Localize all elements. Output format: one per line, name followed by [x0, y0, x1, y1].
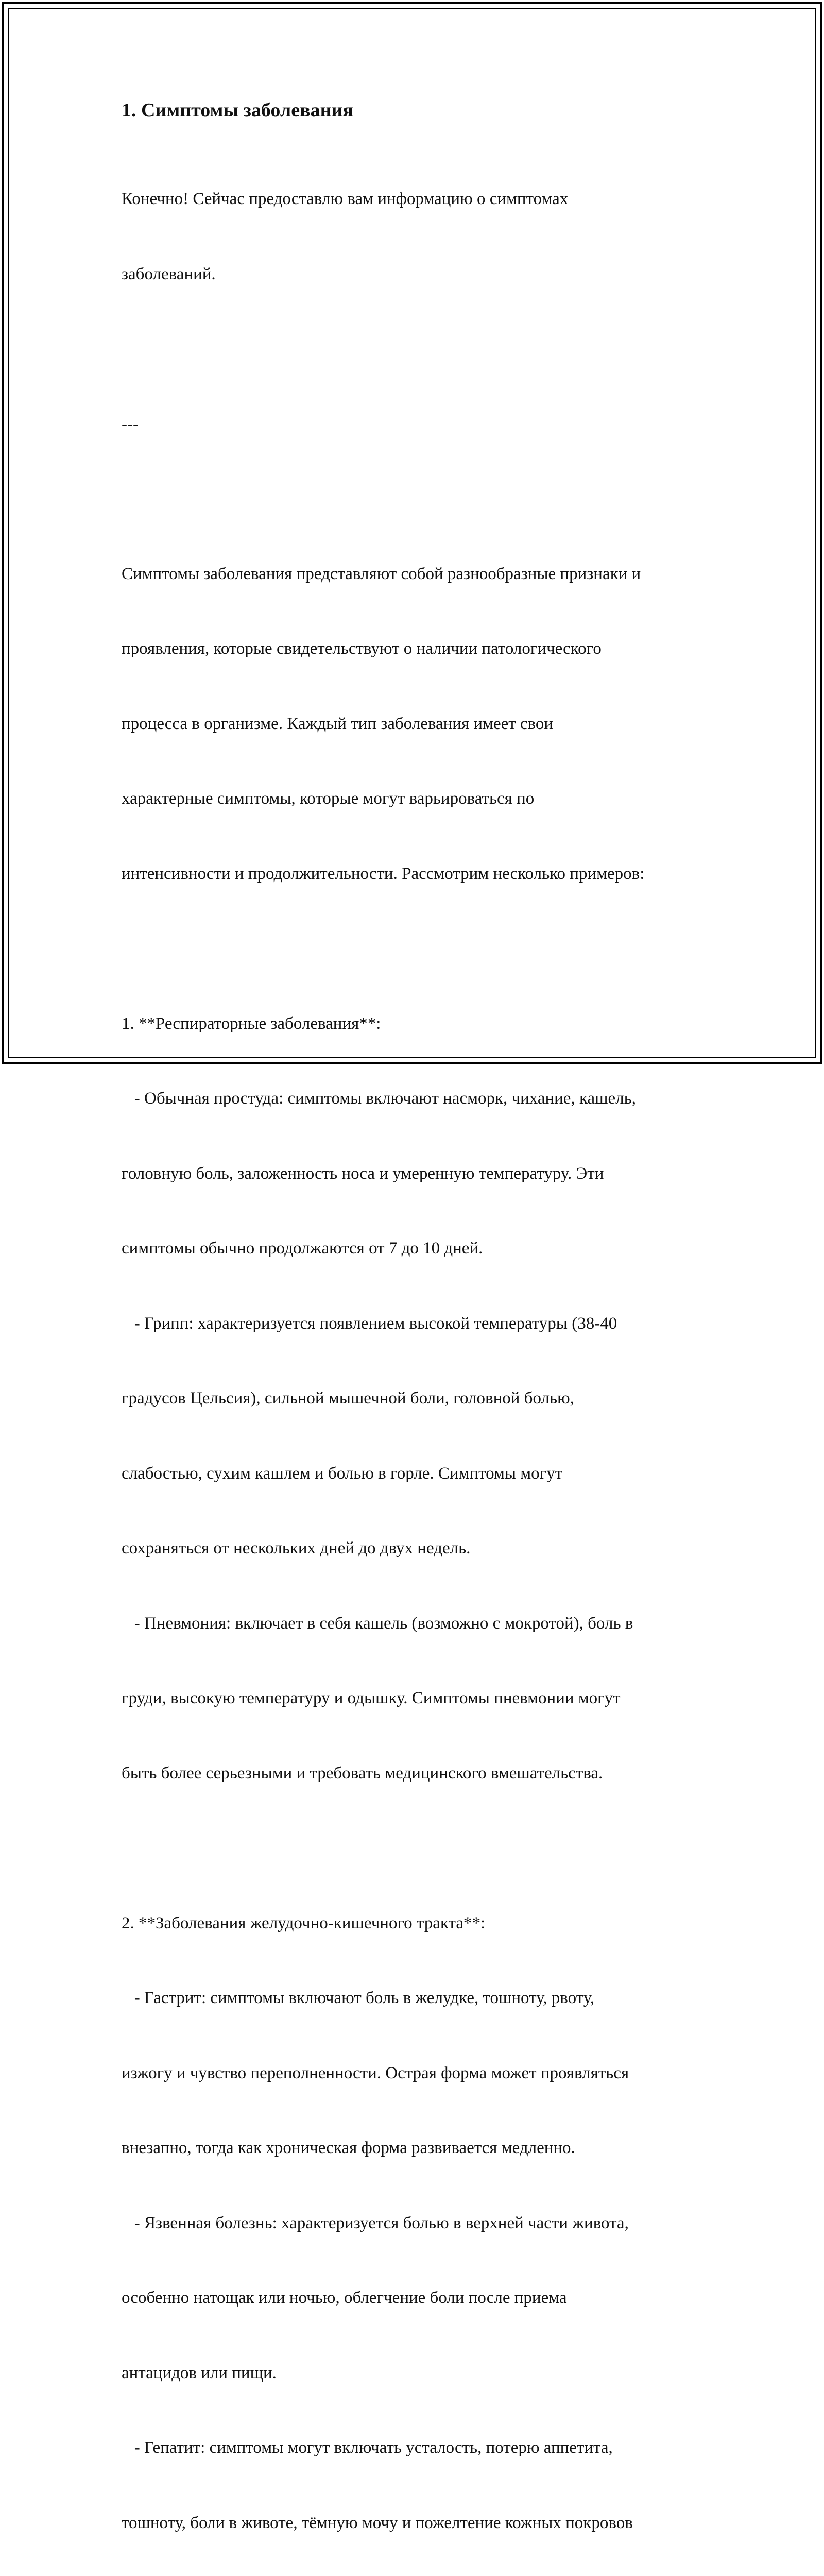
section-line: градусов Цельсия), сильной мышечной боли, головной болью, [122, 1386, 729, 1411]
section-line: тошноту, боли в животе, тёмную мочу и пожелтение кожных покровов [122, 2511, 729, 2536]
section-line: - Язвенная болезнь: характеризуется болью в верхней части живота, [122, 2211, 729, 2236]
blank-line [122, 936, 729, 961]
intro-line: заболеваний. [122, 262, 729, 287]
section-line: внезапно, тогда как хроническая форма развивается медленно. [122, 2136, 729, 2161]
section-line: - Грипп: характеризуется появлением высокой температуры (38-40 [122, 1311, 729, 1336]
blank-line [122, 1836, 729, 1861]
section-line: - Пневмония: включает в себя кашель (возможно с мокротой), боль в [122, 1611, 729, 1636]
section-line: быть более серьезными и требовать медицинского вмешательства. [122, 1761, 729, 1786]
document-body [122, 98, 729, 2576]
document-heading: 1. Симптомы заболевания [122, 98, 729, 123]
section-line: - Обычная простуда: симптомы включают насморк, чихание, кашель, [122, 1086, 729, 1111]
section-line: сохраняться от нескольких дней до двух недель. [122, 1536, 729, 1561]
section-line: 2. **Заболевания желудочно-кишечного тракта**: [122, 1911, 729, 1936]
section-line: антацидов или пищи. [122, 2361, 729, 2386]
section-line: груди, высокую температуру и одышку. Симптомы пневмонии могут [122, 1686, 729, 1711]
blank-line [122, 336, 729, 362]
section-line: слабостью, сухим кашлем и болью в горле. Симптомы могут [122, 1461, 729, 1486]
intro-line: Конечно! Сейчас предоставлю вам информацию о симптомах [122, 187, 729, 212]
blank-line [122, 486, 729, 512]
overview-line: интенсивности и продолжительности. Рассмотрим несколько примеров: [122, 861, 729, 887]
overview-line: характерные симптомы, которые могут варьироваться по [122, 786, 729, 811]
separator-line: --- [122, 412, 729, 437]
overview-line: процесса в организме. Каждый тип заболевания имеет свои [122, 711, 729, 737]
section-line: - Гастрит: симптомы включают боль в желудке, тошноту, рвоту, [122, 1986, 729, 2011]
overview-line: Симптомы заболевания представляют собой разнообразные признаки и [122, 562, 729, 587]
section-line: - Гепатит: симптомы могут включать усталость, потерю аппетита, [122, 2435, 729, 2461]
section-line: изжогу и чувство переполненности. Острая форма может проявляться [122, 2061, 729, 2086]
intro-paragraph [122, 137, 729, 336]
separator-paragraph [122, 362, 729, 487]
section-gastrointestinal [122, 1861, 729, 2576]
section-line: симптомы обычно продолжаются от 7 до 10 дней. [122, 1236, 729, 1261]
section-line: головную боль, заложенность носа и умеренную температуру. Эти [122, 1161, 729, 1187]
section-respiratory [122, 961, 729, 1836]
overview-line: проявления, которые свидетельствуют о наличии патологического [122, 636, 729, 662]
section-line: особенно натощак или ночью, облегчение боли после приема [122, 2285, 729, 2311]
section-line: 1. **Респираторные заболевания**: [122, 1011, 729, 1037]
overview-paragraph [122, 512, 729, 937]
